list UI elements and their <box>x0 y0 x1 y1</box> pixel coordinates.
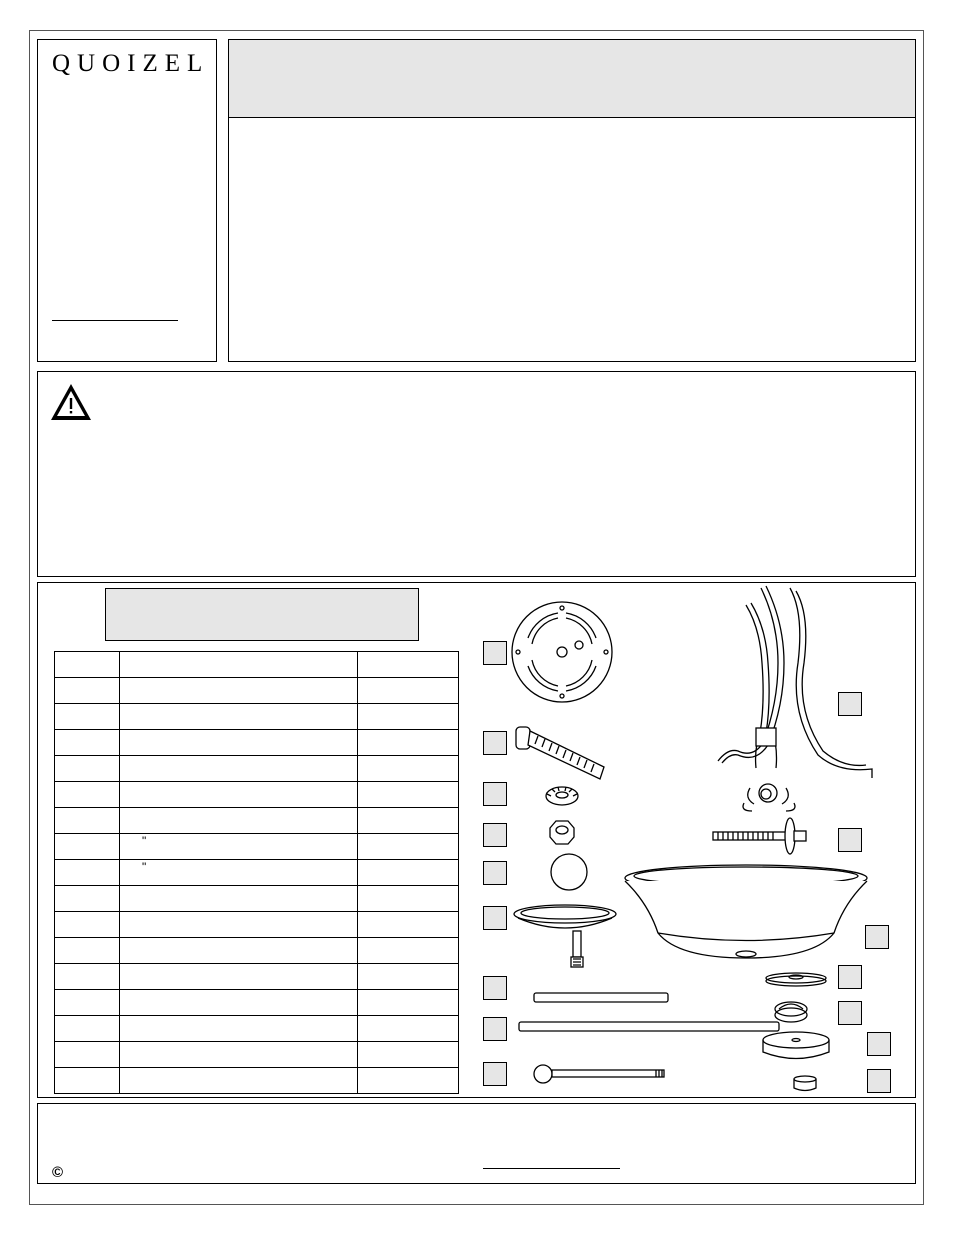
finial-cap-drawing <box>775 1002 807 1022</box>
downrods-drawing <box>519 993 779 1083</box>
nipple-drawing <box>713 818 806 854</box>
part-label <box>838 1001 862 1025</box>
disk-drawing <box>763 1032 829 1059</box>
part-label <box>838 692 862 716</box>
footer-panel <box>37 1103 916 1184</box>
brand-logo: QUOIZEL <box>52 50 210 77</box>
title-band <box>229 40 915 118</box>
part-label <box>867 1069 891 1093</box>
canopy-drawing <box>514 905 616 967</box>
ball-drawing <box>551 854 587 890</box>
table-cell-desc: " <box>120 834 358 860</box>
part-label <box>483 1017 507 1041</box>
parts-drawing <box>38 583 917 1099</box>
copyright-icon: © <box>52 1164 64 1181</box>
part-label <box>483 906 507 930</box>
footer-underline <box>483 1168 620 1169</box>
warning-panel <box>37 371 916 577</box>
hex-nut-drawing <box>550 821 574 844</box>
part-label <box>483 976 507 1000</box>
title-panel <box>228 39 916 362</box>
screw-drawing <box>516 727 604 779</box>
part-label <box>483 782 507 806</box>
washer-drawing <box>766 973 826 986</box>
part-label <box>483 731 507 755</box>
parts-panel <box>37 582 916 1098</box>
brand-panel <box>37 39 217 362</box>
part-label <box>867 1032 891 1056</box>
table-cell-desc: " <box>120 860 358 886</box>
brand-underline <box>52 320 178 321</box>
collar-drawing <box>794 1076 816 1091</box>
glass-bowl-drawing <box>625 865 867 958</box>
part-label <box>483 861 507 885</box>
part-label <box>865 925 889 949</box>
mounting-plate-drawing <box>512 602 612 702</box>
part-label <box>483 641 507 665</box>
warning-triangle-icon <box>50 383 92 421</box>
lock-washer-drawing <box>546 787 578 805</box>
part-label <box>838 828 862 852</box>
part-label <box>483 823 507 847</box>
part-label <box>838 965 862 989</box>
part-label <box>483 1062 507 1086</box>
